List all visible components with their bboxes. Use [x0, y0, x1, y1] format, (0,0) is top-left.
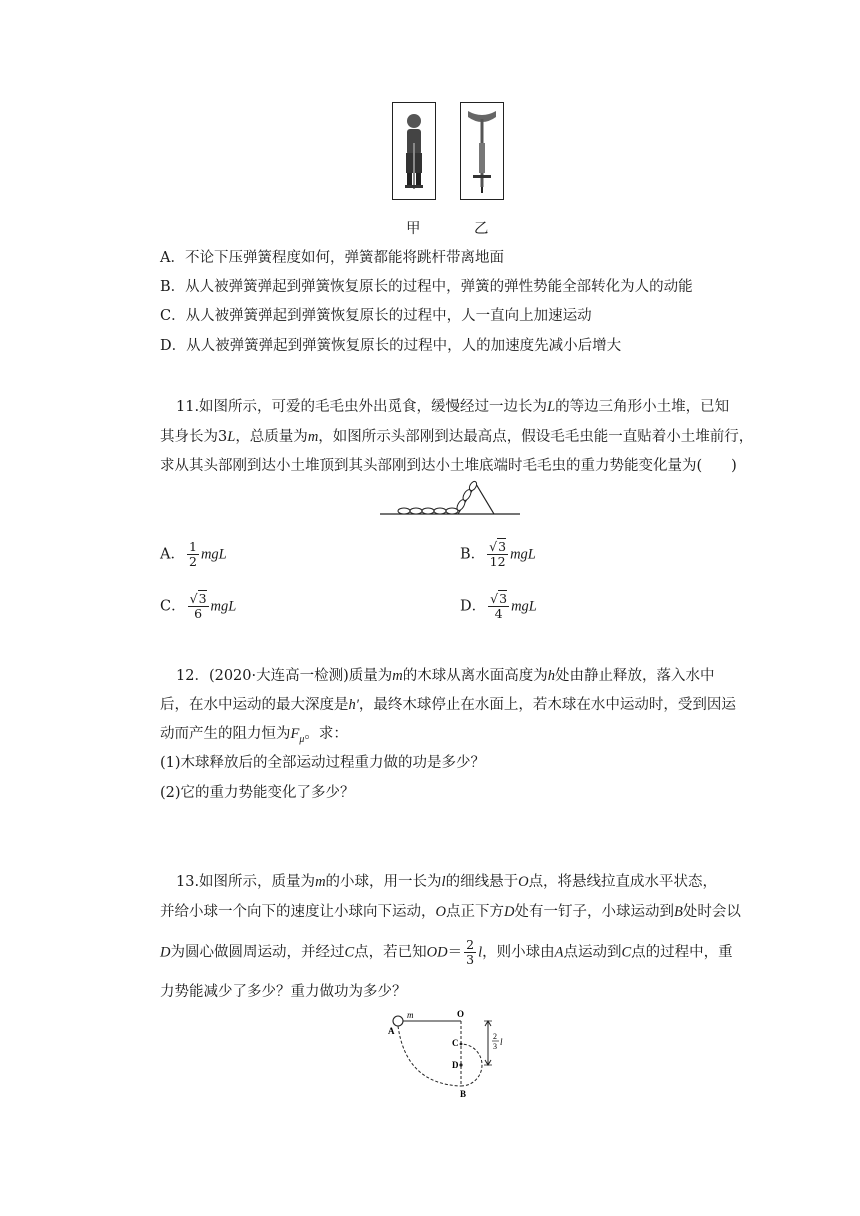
- q11-option-a: A． $\frac{1}{2}$ mgL: [160, 539, 227, 569]
- dim-den: 3: [493, 1042, 497, 1051]
- label-o: O: [457, 1009, 465, 1019]
- q11-option-c: C． $\frac{√3}{6}$ mgL: [160, 591, 237, 621]
- q10-option-c: C．从人被弹簧弹起到弹簧恢复原长的过程中，人一直向上加速运动: [160, 308, 592, 324]
- pogo-stick-image: [461, 103, 503, 199]
- q13-line-3: D为圆心做圆周运动，并经过C点，若已知OD＝ $\frac{2}{3}$ l，则小球由A点运动到C点的过程中，重: [160, 937, 733, 967]
- q11-option-b: B． $\frac{√3}{12}$ mgL: [460, 539, 536, 569]
- q13-line-4: 力势能减少了多少？重力做功为多少？: [160, 984, 407, 1000]
- q13-line-1: 13.如图所示，质量为m的小球，用一长为l的细线悬于O点，将悬线拉直成水平状态，: [176, 874, 718, 890]
- q11-line-2: 其身长为3L，总质量为m，如图所示头部刚到达最高点，假设毛毛虫能一直贴着小土堆前行，: [160, 429, 754, 445]
- caterpillar-diagram: [380, 478, 520, 518]
- label-d: D: [452, 1060, 459, 1070]
- q11-line-3: 求从其头部刚到达小土堆顶到其头部刚到达小土堆底端时毛毛虫的重力势能变化量为( ): [160, 458, 737, 474]
- pogo-rider-image: [393, 103, 435, 199]
- dim-num: 2: [493, 1032, 497, 1041]
- photo-jia: [392, 102, 436, 200]
- q10-option-a: A．不论下压弹簧程度如何，弹簧都能将跳杆带离地面: [160, 250, 504, 266]
- caption-jia: 甲: [406, 221, 421, 237]
- q11-line-1: 11.如图所示，可爱的毛毛虫外出觅食，缓慢经过一边长为L的等边三角形小土堆，已知: [176, 399, 730, 415]
- label-m: m: [407, 1010, 414, 1020]
- q10-option-d: D．从人被弹簧弹起到弹簧恢复原长的过程中，人的加速度先减小后增大: [160, 338, 622, 354]
- q13-line-2: 并给小球一个向下的速度让小球向下运动，O点正下方D处有一钉子，小球运动到B处时会以: [160, 904, 741, 920]
- q12-line-3: 动而产生的阻力恒为$F_\mu$。求：: [160, 726, 348, 745]
- pendulum-diagram: [380, 1008, 510, 1100]
- q12-sub-2: (2)它的重力势能变化了多少？: [160, 785, 355, 801]
- q10-option-b: B．从人被弹簧弹起到弹簧恢复原长的过程中，弹簧的弹性势能全部转化为人的动能: [160, 279, 693, 295]
- caption-yi: 乙: [474, 221, 489, 237]
- label-c: C: [452, 1038, 459, 1048]
- photo-yi: [460, 102, 504, 200]
- q11-option-d: D． $\frac{√3}{4}$ mgL: [460, 591, 537, 621]
- label-b: B: [460, 1089, 467, 1099]
- q12-line-1: 12．(2020·大连高一检测)质量为m的木球从离水面高度为h处由静止释放，落入水中: [176, 668, 715, 684]
- dim-var: l: [500, 1037, 503, 1047]
- q12-sub-1: (1)木球释放后的全部运动过程重力做的功是多少？: [160, 755, 486, 771]
- q12-line-2: 后，在水中运动的最大深度是h′，最终木球停止在水面上，若木球在水中运动时，受到因运: [160, 697, 736, 713]
- label-a: A: [388, 1026, 395, 1036]
